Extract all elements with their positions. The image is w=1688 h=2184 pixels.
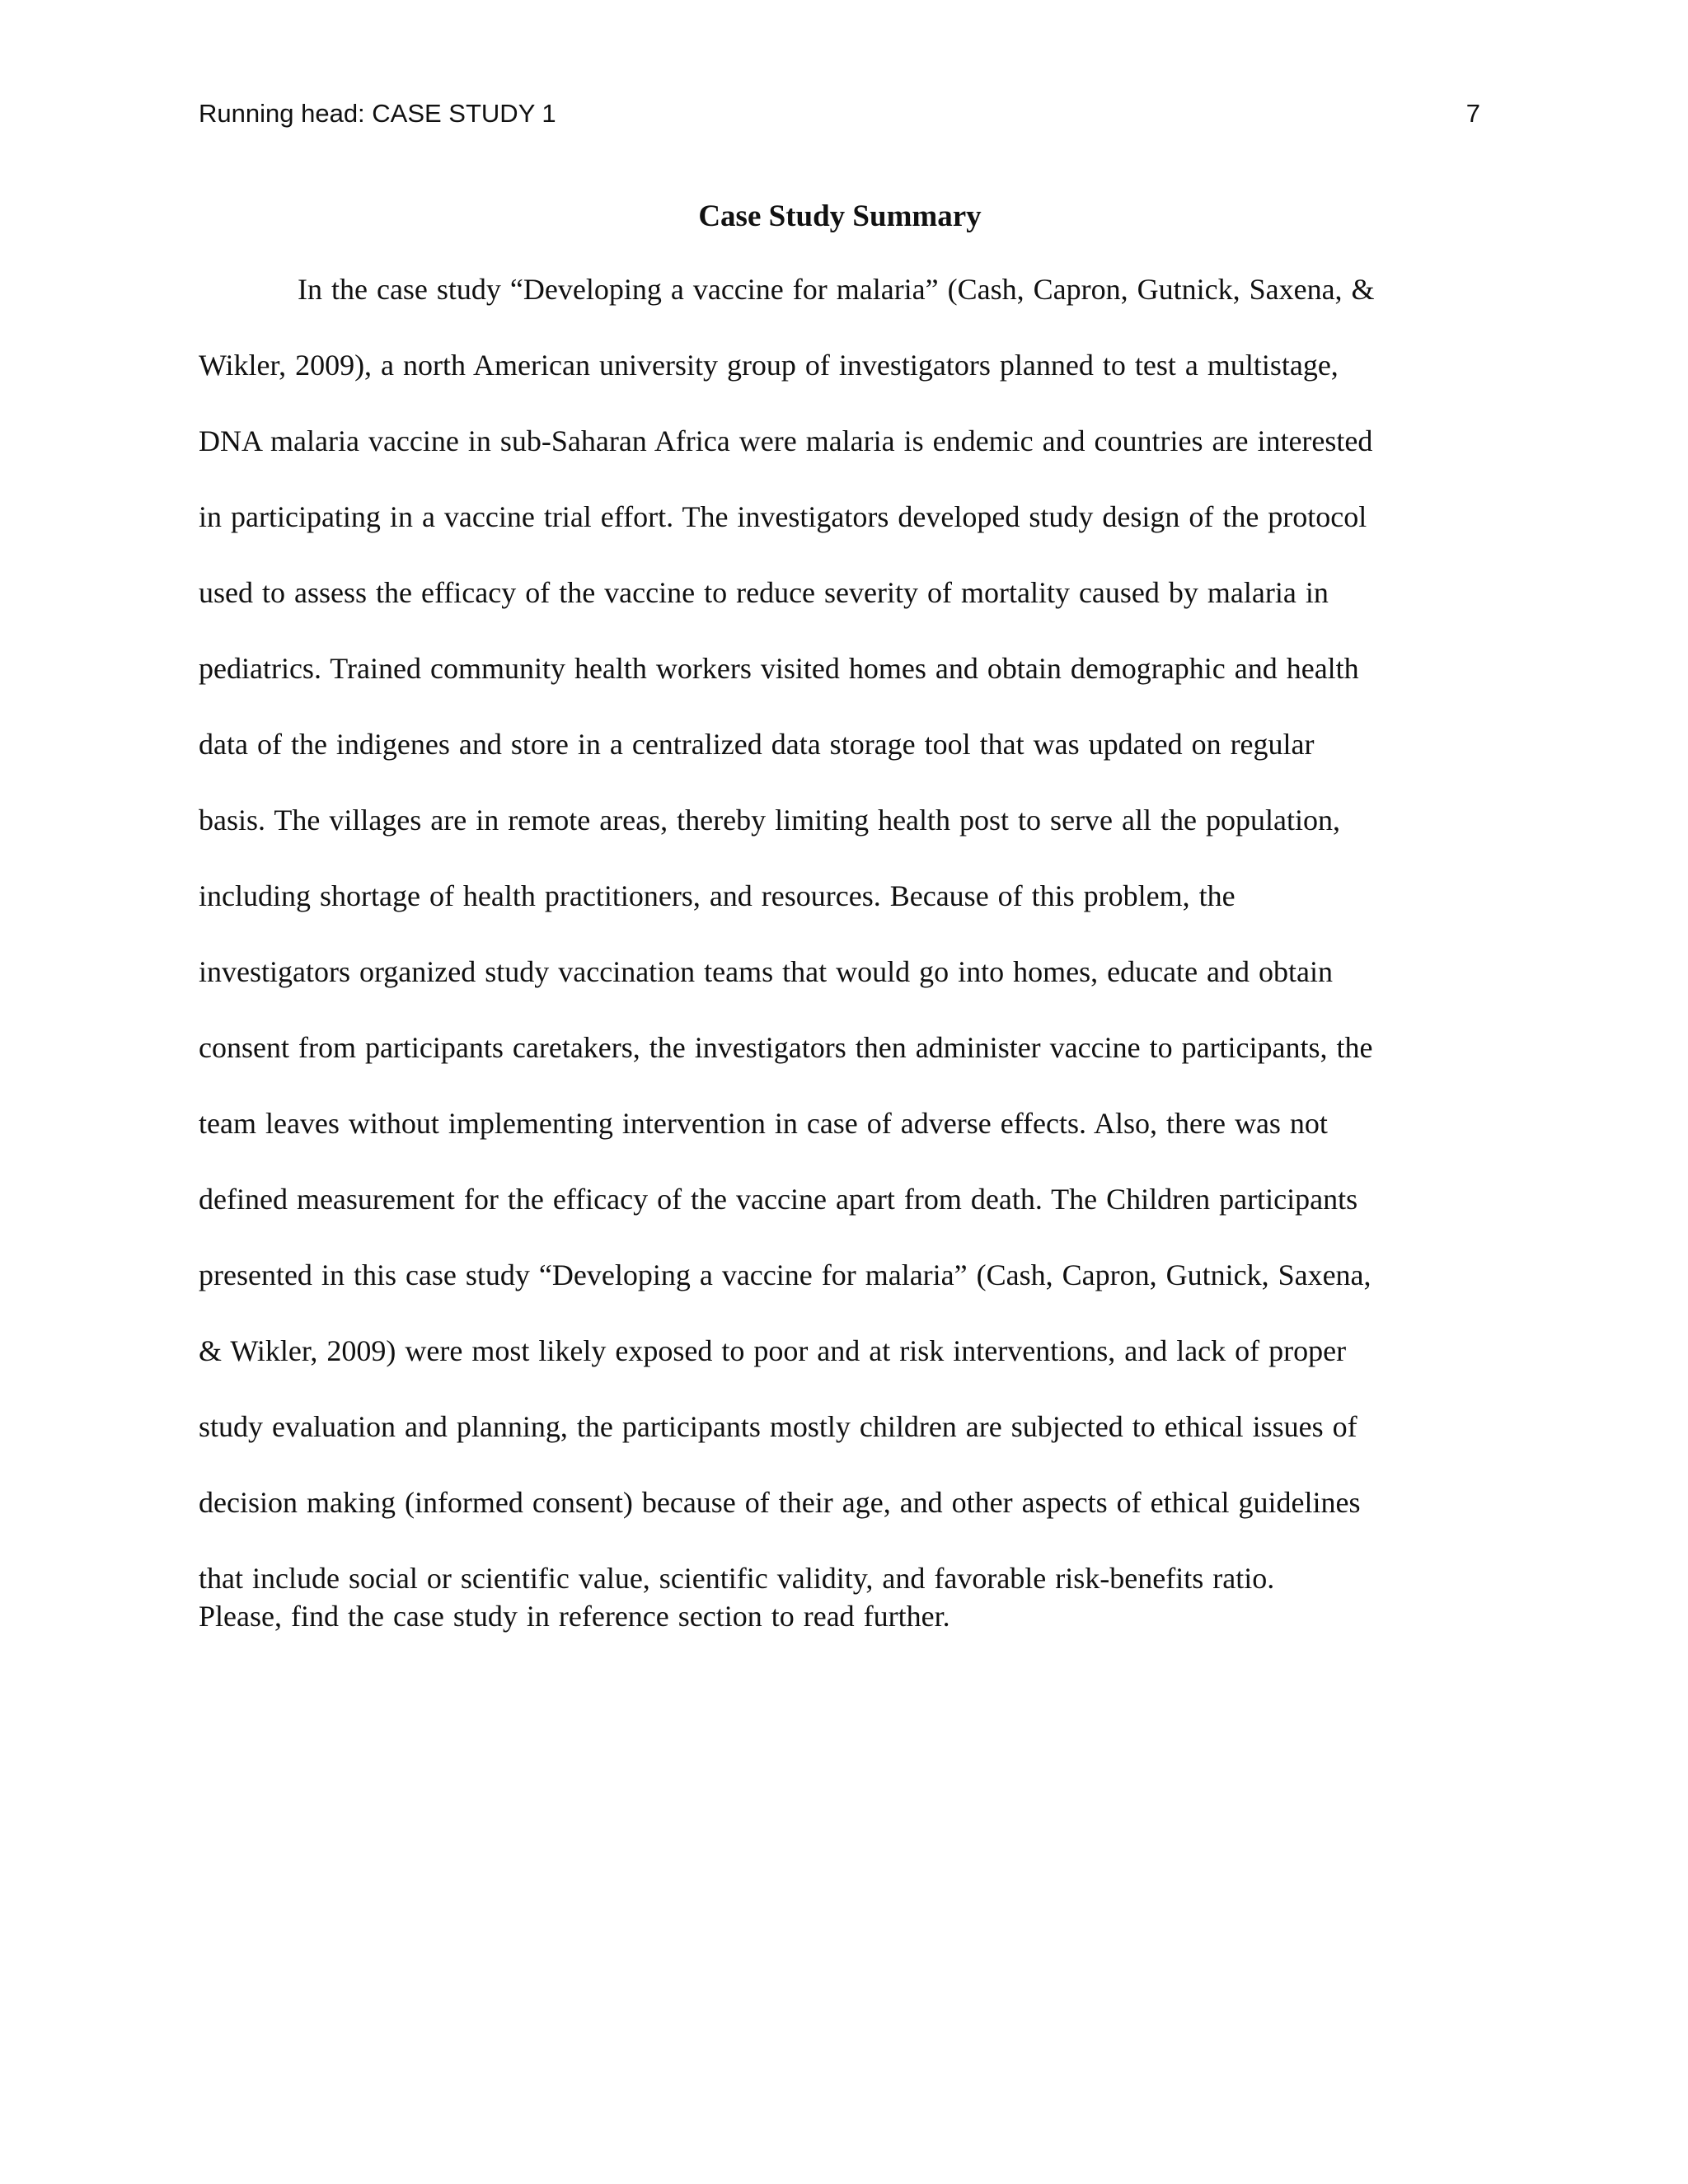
text-line: In the case study “Developing a vaccine for malaria” (Cash, Capron, Gutnick, Saxena, &: [298, 273, 1375, 306]
text-line: used to assess the efficacy of the vaccine to reduce severity of mortality caused by malaria in: [199, 576, 1329, 609]
text-line: Please, find the case study in reference section to read further.: [199, 1600, 950, 1633]
body-paragraph: [199, 270, 1484, 1635]
text-line: DNA malaria vaccine in sub-Saharan Africa were malaria is endemic and countries are interested: [199, 424, 1373, 457]
text-line: presented in this case study “Developing a vaccine for malaria” (Cash, Capron, Gutnick, Saxena,: [199, 1258, 1372, 1291]
text-line: Wikler, 2009), a north American university group of investigators planned to test a multistage,: [199, 349, 1339, 382]
text-line: & Wikler, 2009) were most likely exposed to poor and at risk interventions, and lack of proper: [199, 1334, 1347, 1367]
text-line: decision making (informed consent) because of their age, and other aspects of ethical guidelines: [199, 1486, 1361, 1519]
text-line: pediatrics. Trained community health workers visited homes and obtain demographic and health: [199, 652, 1359, 685]
text-line: including shortage of health practitioners, and resources. Because of this problem, the: [199, 879, 1236, 912]
text-line: investigators organized study vaccination teams that would go into homes, educate and obtain: [199, 955, 1334, 988]
text-line: team leaves without implementing intervention in case of adverse effects. Also, there was not: [199, 1107, 1328, 1140]
text-line: consent from participants caretakers, the investigators then administer vaccine to participants, the: [199, 1031, 1373, 1064]
page-number: 7: [1465, 99, 1480, 128]
page-title: Case Study Summary: [698, 199, 982, 233]
text-line: in participating in a vaccine trial effort. The investigators developed study design of the protocol: [199, 500, 1367, 533]
text-line: data of the indigenes and store in a centralized data storage tool that was updated on regular: [199, 728, 1315, 761]
text-line: defined measurement for the efficacy of the vaccine apart from death. The Children participants: [199, 1183, 1358, 1216]
text-line: basis. The villages are in remote areas, thereby limiting health post to serve all the population,: [199, 804, 1340, 837]
text-line: that include social or scientific value, scientific validity, and favorable risk-benefits ratio.: [199, 1562, 1275, 1595]
running-head: Running head: CASE STUDY 1: [199, 99, 556, 128]
text-line: study evaluation and planning, the participants mostly children are subjected to ethical issues of: [199, 1410, 1357, 1443]
